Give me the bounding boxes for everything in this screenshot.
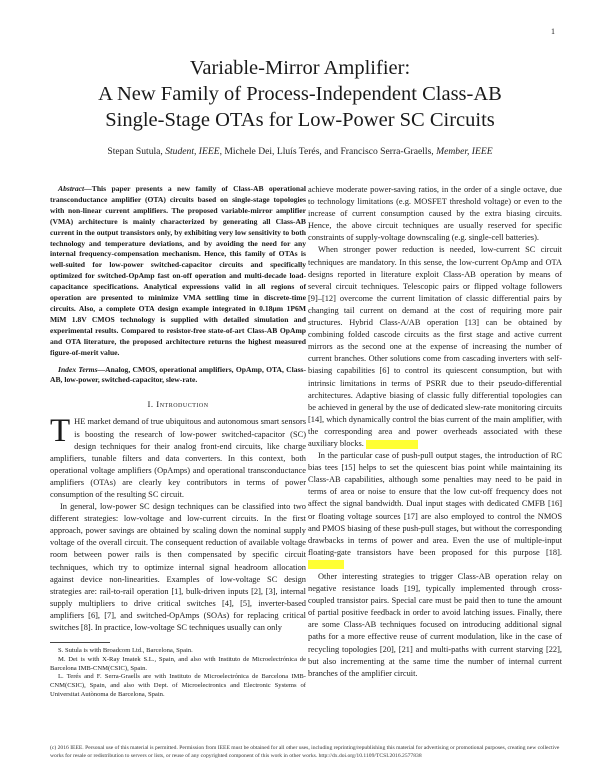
highlight-mark bbox=[366, 440, 418, 449]
paper-title bbox=[30, 55, 570, 133]
author-1-affiliation: Student, IEEE, bbox=[165, 146, 222, 157]
copyright-notice: (c) 2016 IEEE. Personal use of this material is permitted. Permission from IEEE must be obtained for all other uses, including reprinting/republishing this material for advertising or promotional purposes, creating new collective works for resale or redistribution to servers or lists, or reuse of any copyrighted component of this work in other works. http://dx.doi.org/10.1109/TCSI.2016.2577838 bbox=[50, 745, 560, 759]
page-number: 1 bbox=[551, 27, 555, 36]
intro-paragraph-2: In general, low-power SC design techniques can be classified into two different strategies: low-voltage and low-current circuits. In the first approach, power savings are obtained by scaling down the nominal supply voltage of the overall circuit. The consequent reduction of available voltage room between power rails is then compensated by specific circuit techniques, which try to optimize internal signal headroom allocation against device non-linearities. Examples of low-voltage SC design strategies are: rail-to-rail operation [1], bulk-driven inputs [2], [3], internal supply multipliers to drive critical switches [4], [5], inverter-based amplifiers [6], [7], and switched-OpAmps (SOAs) for replacing critical switches [8]. In practice, low-voltage SC techniques usually can only bbox=[50, 502, 306, 632]
abstract-text: —This paper presents a new family of Class-AB operational transconductance amplifier (OTA) circuits based on single-stage topologies with non-linear current amplifiers. The proposed variable-mirror amplifier (VMA) architecture is mainly characterized by generating all Class-AB current in the output transistors only, by exhibiting very low sensitivity to both technology and temperature deviations, and by avoiding the need for any internal frequency-compensation mechanism. Hence, this family of OTAs is well-suited for low-power switched-capacitor circuits and specifically optimized for switched-OpAmp fast on-off operation and multi-decade load-capacitance specifications. Analytical expressions valid in all regions of operation are presented to minimize VMA settling time in discrete-time circuits. Also, a complete OTA design example integrated in 0.18μm 1P6M MiM 1.8V CMOS technology is supplied with detailed simulation and experimental results. Compared to resistor-free state-of-art Class-AB OpAmp and OTA literature, the proposed architecture returns the highest measured figure-of-merit value. bbox=[50, 184, 306, 357]
author-1: Stepan Sutula, bbox=[107, 146, 166, 157]
index-terms-label: Index Terms bbox=[58, 364, 98, 374]
section-heading-introduction: I. Introduction bbox=[147, 399, 209, 410]
right-paragraph-3-text: In the particular case of push-pull output stages, the introduction of RC bias tees [15] helps to set the quiescent bias point while maintaining its Class-AB capabilities, although some penalties may need to be paid in terms of area or noise to ensure that the low cut-off frequency does not affect the signal bandwidth. Dual input stages with dedicated CMFB [16] or floating voltage sources [17] are also employed to control the NMOS and PMOS biasing of these push-pull stages, but without the corresponding drawbacks in terms of power and area. Even the use of multiple-input floating-gate transistors have been proposed for this purpose [18]. bbox=[308, 451, 562, 557]
intro-paragraph-1-text: HE market demand of true ubiquitous and autonomous smart sensors is boosting the research of low-power switched-capacitor (SC) design techniques for their analog front-end circuits, like charge amplifiers, tunable filters and data converters. In this context, both operational voltage amplifiers (OpAmps) and operational transconductance amplifiers (OTAs) are clearly key contributors in terms of power consumption of the resulting SC circuit. bbox=[50, 417, 306, 499]
right-paragraph-4: Other interesting strategies to trigger Class-AB operation relay on negative resistance loads [19], typically implemented through cross-coupled transistor pairs. Special care must be paid then to tune the amount of partial positive feedback in order to avoid latching issues. Finally, there are some Class-AB techniques focused on introducing additional signal paths for a more effective reuse of current modulation, like in the case of recycling topologies [20], [21] and multi-paths with current starving [22], but also incrementing at the same time the number of internal current branches of the amplifier circuit. bbox=[308, 572, 562, 678]
left-column bbox=[50, 184, 306, 700]
highlight-mark bbox=[308, 560, 344, 569]
author-4-affiliation: Member, IEEE bbox=[436, 146, 493, 157]
right-paragraph-2-text: When stronger power reduction is needed, low-current SC circuit techniques are mandatory. In this sense, the low-current OpAmp and OTA designs reported in literature exploit Class-AB operation by means of several circuit techniques. Telescopic pairs or flipped voltage followers [9]–[12] overcome the current limitation of classic differential pairs by changing tail current on demand at the cost of requiring more pair structures. Hybrid Class-A/AB operation [13] can be obtained by combining folded cascode circuits as the first stage and active current mirrors as the second one at the expense of increasing the number of current branches. Other solutions come from cascading inverters with self-biasing capabilities [6] to control its quiescent consumption, but with intrinsic limitations in terms of PSRR due to their pseudo-differential architectures. Adaptive biasing of classic fully differential topologies can be achieved in general by the use of dedicated slew-rate monitoring circuits [14], which dynamically control the bias current of the main amplifier, with the corresponding area and power overheads associated with these auxiliary blocks. bbox=[308, 245, 562, 448]
author-list bbox=[30, 146, 570, 157]
abstract bbox=[50, 184, 306, 359]
title-line-2: A New Family of Process-Independent Class-AB bbox=[98, 83, 502, 105]
drop-cap: T bbox=[50, 413, 71, 450]
intro-paragraph-1 bbox=[50, 413, 306, 501]
title-line-1: Variable-Mirror Amplifier: bbox=[189, 57, 411, 79]
right-column bbox=[308, 184, 562, 680]
index-terms bbox=[50, 365, 306, 387]
footnote-rule bbox=[50, 642, 110, 643]
right-paragraph-2 bbox=[308, 244, 562, 450]
title-line-3: Single-Stage OTAs for Low-Power SC Circuits bbox=[105, 109, 495, 131]
footnote-3: L. Terés and F. Serra-Graells are with Instituto de Microelectrónica de Barcelona IMB-CNM(CSIC), Spain, and also with Dept. of Microelectronics and Electronic Systems of Universitat Autònoma de Barcelona, Spain. bbox=[50, 673, 306, 699]
abstract-label: Abstract bbox=[58, 184, 85, 193]
authors-middle: Michele Dei, Lluís Terés, and Francisco Serra-Graells, bbox=[221, 146, 437, 157]
footnote-1: S. Sutula is with Broadcom Ltd., Barcelona, Spain. bbox=[58, 647, 193, 655]
right-paragraph-3 bbox=[308, 450, 562, 571]
index-terms-text: —Analog, CMOS, operational amplifiers, OpAmp, OTA, Class-AB, low-power, switched-capacitor, slew-rate. bbox=[50, 364, 307, 385]
right-paragraph-1: achieve moderate power-saving ratios, in the order of a single octave, due to technology limitations (e.g. MOSFET threshold voltage) or even to the increase of current consumption caused by the extra biasing circuits. Hence, the above circuit techniques are usually reserved for specific constraints of supply-voltage downscaling (e.g. single-cell batteries). bbox=[308, 185, 562, 243]
footnote-2: M. Dei is with X-Ray Imatek S.L., Spain, and also with Instituto de Microelectrónica de Barcelona IMB-CNM(CSIC), Spain. bbox=[50, 655, 306, 672]
